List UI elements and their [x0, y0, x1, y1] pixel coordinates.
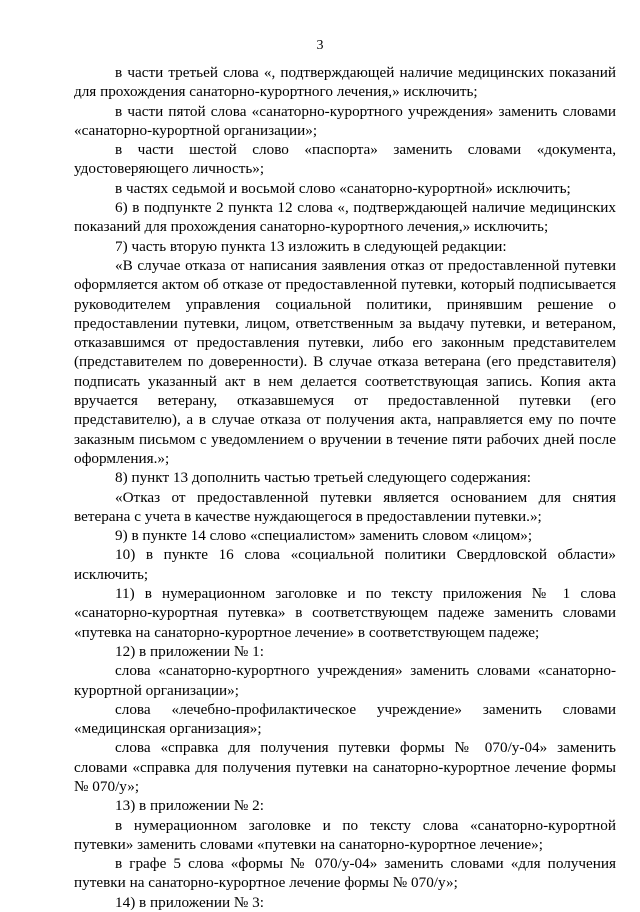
paragraph: слова «санаторно-курортного учреждения» заменить словами «санаторно-курортной организации»; [74, 662, 616, 699]
paragraph: 8) пункт 13 дополнить частью третьей следующего содержания: [115, 469, 532, 487]
paragraph: слова «лечебно-профилактическое учреждение» заменить словами «медицинская организация»; [74, 700, 616, 738]
paragraph: 12) в приложении № 1: [115, 642, 264, 660]
paragraph: в нумерационном заголовке и по тексту слова «санаторно-курортной путевки» заменить словами «путевки на санаторно-курортное лечение»; [74, 816, 616, 853]
paragraph: 6) в подпункте 2 пункта 12 слова «, подтверждающей наличие медицинских показаний для прохождения санаторно-курортного лечения,» исключить; [74, 199, 616, 236]
paragraph: слова «справка для получения путевки формы № 070/у-04» заменить словами «справка для получения путевки на санаторно-курортное лечение формы № 070/у»; [74, 739, 616, 795]
paragraph: «В случае отказа от написания заявления отказ от предоставленной путевки оформляется актом об отказе от предоставленной путевки, который подписывается руководителем управления социальной политики, принявшим решение о предоставлении путевки, лицом, ответственным за выдачу путевки, и ветераном, отказавшимся от предоставления путевки, либо его законным представителем (представителем по доверенности). В случае отказа ветерана (его представителя) подписать указанный акт в нем делается соответствующая запись. Копия акта вручается ветерану, отказавшемуся от предоставленной путевки (его представителю), а в случае отказа от получения акта, направляется ему по почте заказным письмом с уведомлением о вручении в течение пяти рабочих дней после оформления.»; [74, 256, 616, 467]
paragraph: 7) часть вторую пункта 13 изложить в следующей редакции: [115, 237, 507, 255]
paragraph: 13) в приложении № 2: [115, 797, 264, 815]
paragraph: 14) в приложении № 3: [115, 893, 264, 911]
document-body [74, 63, 616, 912]
paragraph: 9) в пункте 14 слово «специалистом» заменить словом «лицом»; [115, 527, 533, 545]
paragraph: в частях седьмой и восьмой слово «санаторно-курортной» исключить; [115, 179, 571, 197]
paragraph: в части шестой слово «паспорта» заменить словами «документа, удостоверяющего личность»; [74, 141, 616, 178]
page-number: 3 [316, 38, 324, 53]
paragraph: в графе 5 слова «формы № 070/у-04» заменить словами «для получения путевки на санаторно-курортное лечение формы № 070/у»; [74, 855, 616, 892]
paragraph: в части пятой слова «санаторно-курортного учреждения» заменить словами «санаторно-курортной организации»; [74, 102, 616, 139]
paragraph: «Отказ от предоставленной путевки является основанием для снятия ветерана с учета в качестве нуждающегося в предоставлении путевки.»; [74, 488, 616, 525]
paragraph: 11) в нумерационном заголовке и по тексту приложения № 1 слова «санаторно-курортная путевка» в соответствующем падеже заменить словами «путевка на санаторно-курортное лечение» в соответствующем падеже; [74, 585, 616, 641]
paragraph: в части третьей слова «, подтверждающей наличие медицинских показаний для прохождения санаторно-курортного лечения,» исключить; [74, 64, 616, 101]
paragraph: 10) в пункте 16 слова «социальной политики Свердловской области» исключить; [74, 546, 616, 583]
